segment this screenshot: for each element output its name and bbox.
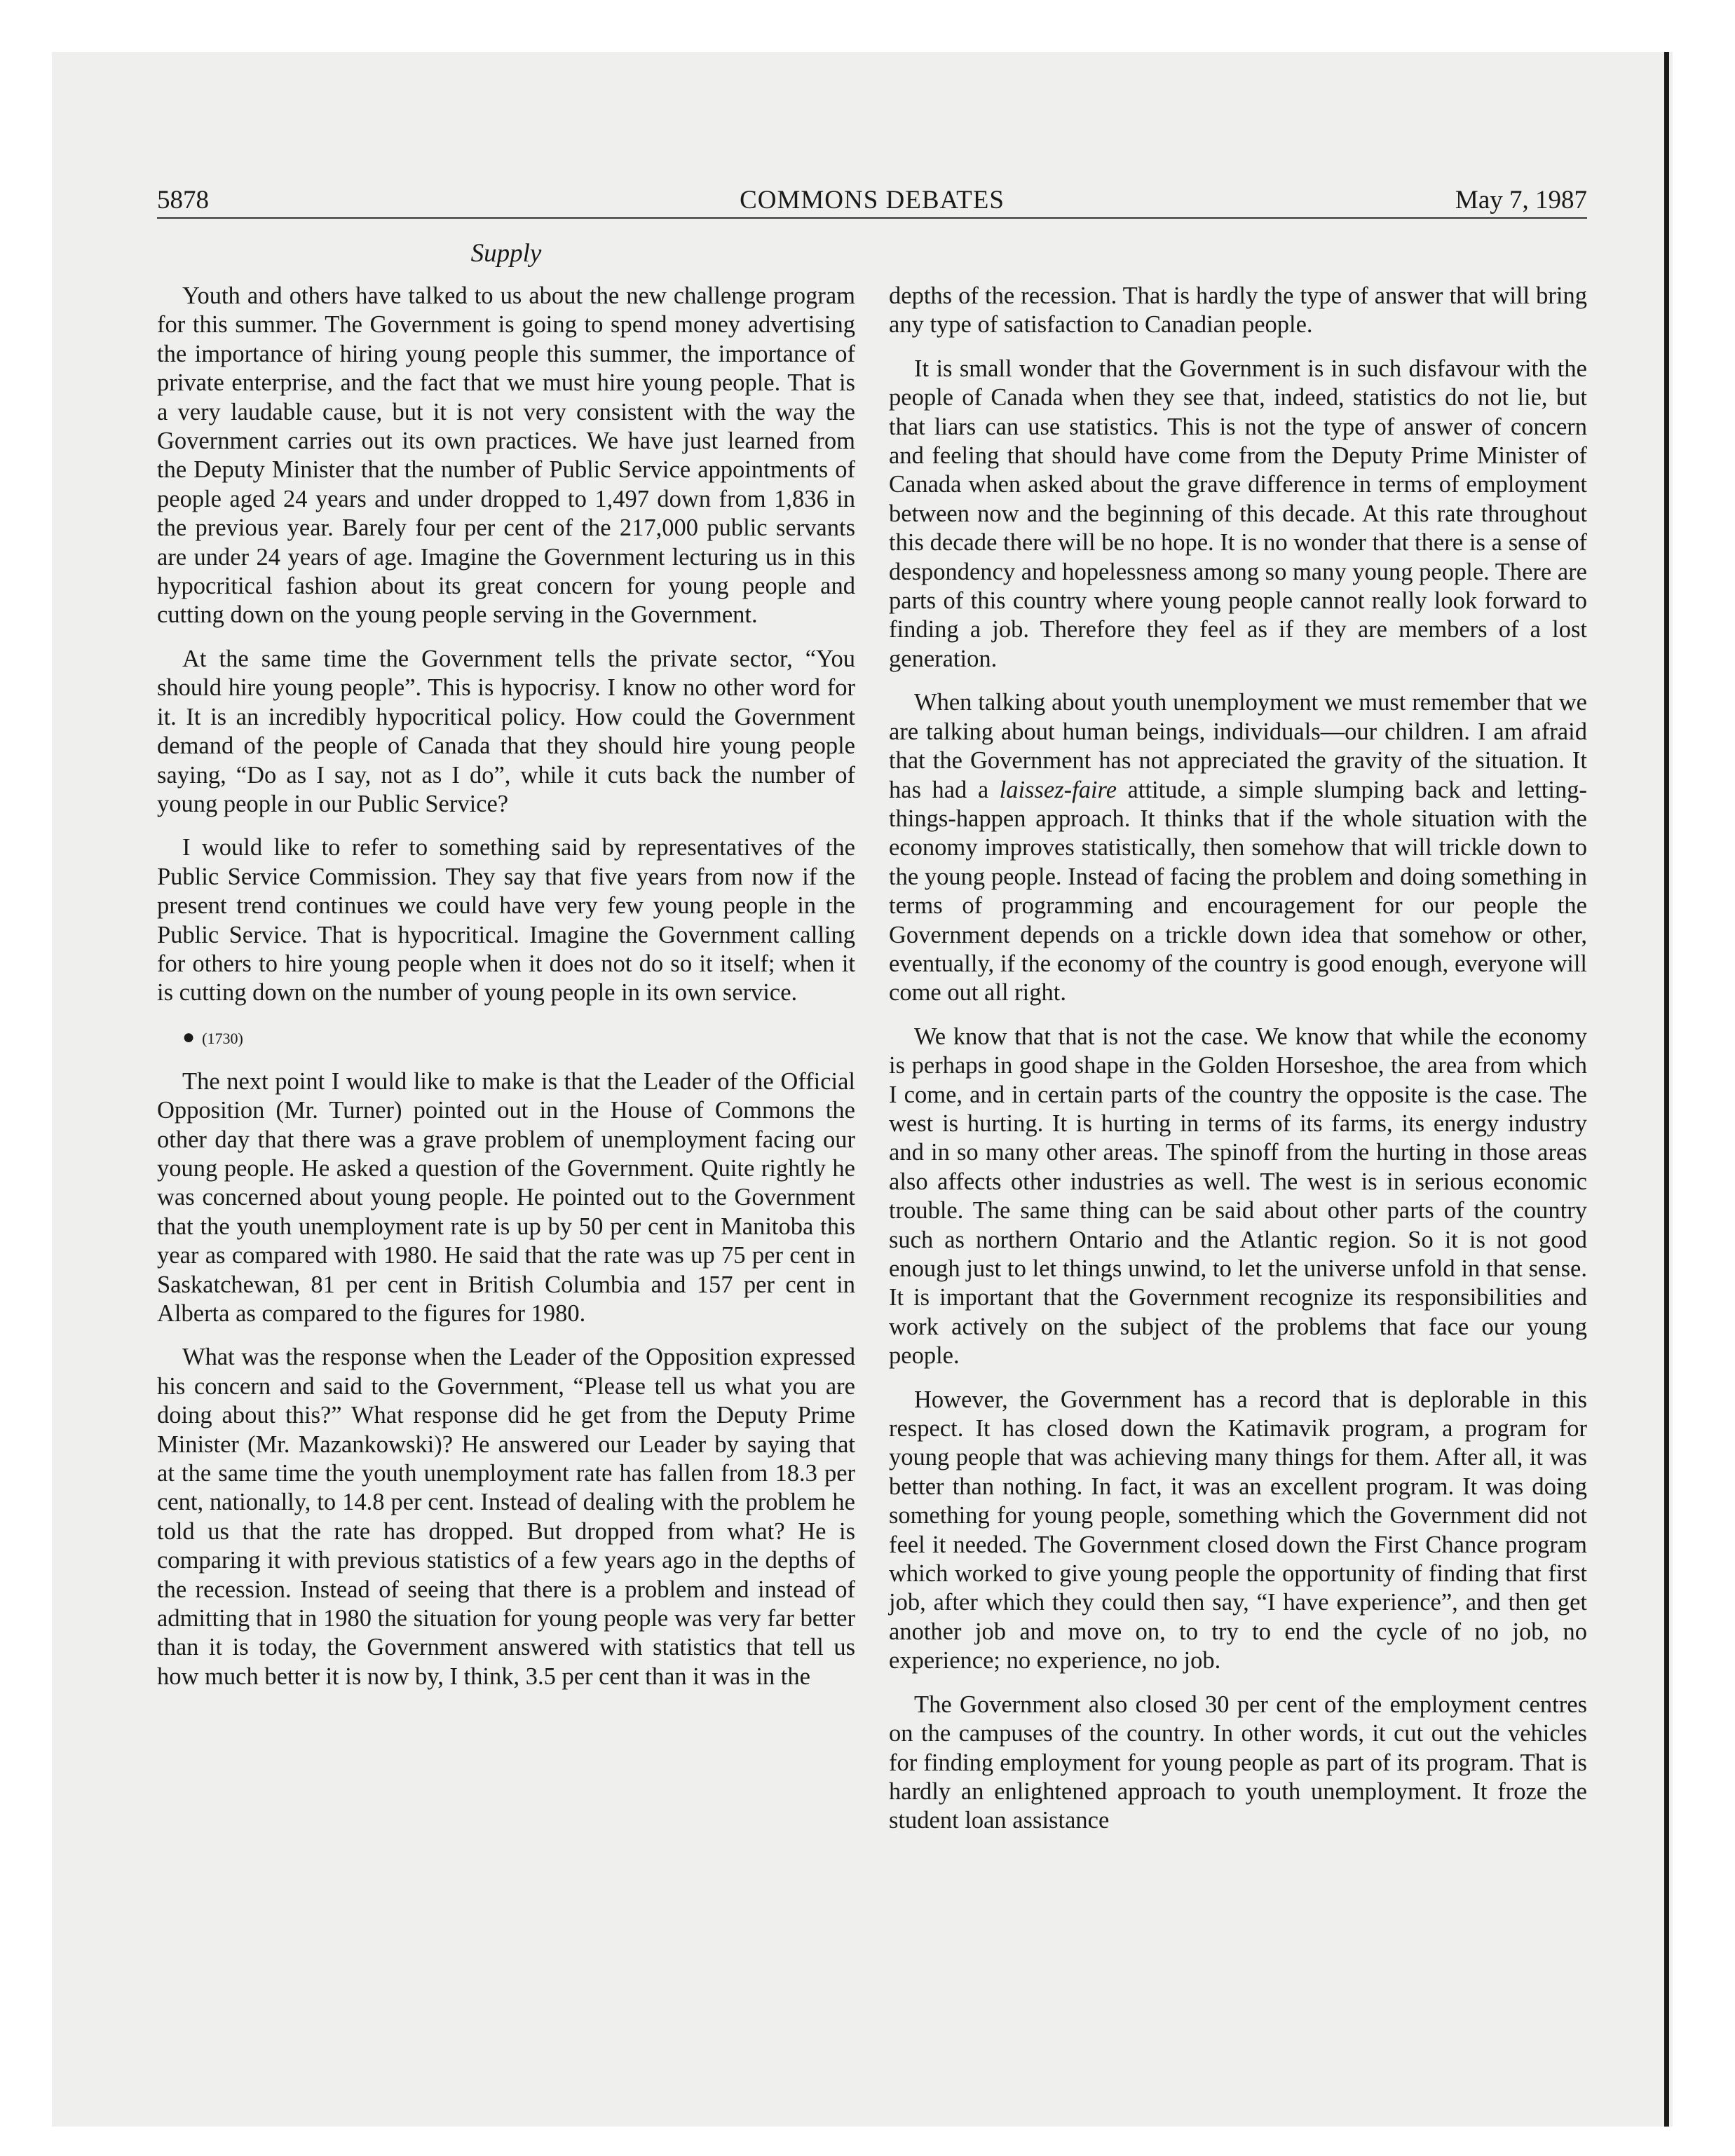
paragraph [889, 688, 1587, 1007]
paragraph: The next point I would like to make is that the Leader of the Official Opposition (Mr. Turner) pointed out in the House of Commons the other day that there was a grave problem of unemployment facing our young people. He asked a question of the Government. Quite rightly he was concerned about young people. He pointed out to the Government that the youth unemployment rate is up by 50 per cent in Manitoba this year as compared with 1980. He said that the rate was up 75 per cent in Saskatchewan, 81 per cent in British Columbia and 157 per cent in Alberta as compared to the figures for 1980. [157, 1067, 855, 1327]
time-marker-text: (1730) [202, 1029, 243, 1047]
publication-date: May 7, 1987 [1455, 186, 1587, 214]
page-edge-bar [1664, 52, 1669, 2127]
running-header [157, 184, 1587, 217]
publication-title: COMMONS DEBATES [740, 186, 1005, 214]
bullet-icon: ● [182, 1025, 196, 1049]
left-column [157, 282, 855, 1706]
paragraph: However, the Government has a record that is deplorable in this respect. It has closed down the Katimavik program, a program for young people that was achieving many things for them. After all, it was better than nothing. In fact, it was an excellent program. It was doing something for young people, something which the Government did not feel it needed. The Government closed down the First Chance program which worked to give young people the opportunity of finding that first job, after which they could then say, “I have experience”, and then get another job and move on, to try to end the cycle of no job, no experience; no experience, no job. [889, 1386, 1587, 1674]
time-marker [157, 1023, 855, 1053]
paragraph: At the same time the Government tells the private sector, “You should hire young people”. This is hypocrisy. I know no other word for it. It is an incredibly hypocritical policy. How could the Government demand of the people of Canada that they should hire young people saying, “Do as I say, not as I do”, while it cuts back the number of young people in our Public Service? [157, 645, 855, 817]
paragraph: It is small wonder that the Government is in such disfavour with the people of Canada when they see that, indeed, statistics do not lie, but that liars can use statistics. This is not the type of answer of concern and feeling that should have come from the Deputy Prime Minister of Canada when asked about the grave difference in terms of employment between now and the beginning of this decade. At this rate throughout this decade there will be no hope. It is no wonder that there is a sense of despondency and hopelessness among so many young people. There are parts of this country where young people cannot really look forward to finding a job. Therefore they feel as if they are members of a lost generation. [889, 355, 1587, 672]
paragraph: The Government also closed 30 per cent of the employment centres on the campuses of the country. In other words, it cut out the vehicles for finding employment for young people as part of its program. That is hardly an enlightened approach to youth unemployment. It froze the student loan assistance [889, 1691, 1587, 1834]
right-column [889, 282, 1587, 1850]
header-rule [157, 217, 1587, 219]
section-heading: Supply [470, 239, 542, 268]
page-number: 5878 [157, 186, 209, 214]
paragraph: What was the response when the Leader of the Opposition expressed his concern and said to the Government, “Please tell us what you are doing about this?” What response did he get from the Deputy Prime Minister (Mr. Mazankowski)? He answered our Leader by saying that at the same time the youth unemployment rate has fallen from 18.3 per cent, nationally, to 14.8 per cent. Instead of dealing with the problem he told us that the rate has dropped. But dropped from what? He is comparing it with previous statistics of a few years ago in the depths of the recession. Instead of seeing that there is a problem and instead of admitting that in 1980 the situation for young people was very far better than it is today, the Government answered with statistics that tell us how much better it is now by, I think, 3.5 per cent than it was in the [157, 1344, 855, 1690]
paragraph-text: attitude, a simple slumping back and letting-things-happen approach. It thinks that if the whole situation with the economy improves statistically, then somehow that will trickle down to the young people. Instead of facing the problem and doing something in terms of programming and encouragement for our people the Government depends on a trickle down idea that somehow or other, eventually, if the economy of the country is good enough, everyone will come out all right. [889, 776, 1587, 1007]
paragraph: Youth and others have talked to us about the new challenge program for this summer. The Government is going to spend money advertising the importance of hiring young people this summer, the importance of private enterprise, and the fact that we must hire young people. That is a very laudable cause, but it is not very consistent with the way the Government carries out its own practices. We have just learned from the Deputy Minister that the number of Public Service appointments of people aged 24 years and under dropped to 1,497 down from 1,836 in the previous year. Barely four per cent of the 217,000 public servants are under 24 years of age. Imagine the Government lecturing us in this hypocritical fashion about its great concern for young people and cutting down on the young people serving in the Government. [157, 282, 855, 629]
italic-phrase: laissez-faire [999, 776, 1117, 803]
paragraph: depths of the recession. That is hardly the type of answer that will bring any type of satisfaction to Canadian people. [889, 282, 1587, 339]
paragraph: We know that that is not the case. We know that while the economy is perhaps in good shape in the Golden Horseshoe, the area from which I come, and in certain parts of the country the opposite is the case. The west is hurting. It is hurting in terms of its farms, its energy industry and in so many other areas. The spinoff from the hurting in those areas also affects other industries as well. The west is in serious economic trouble. The same thing can be said about other parts of the country such as northern Ontario and the Atlantic region. So it is not good enough just to let things unwind, to let the universe unfold in that sense. It is important that the Government recognize its responsibilities and work actively on the subject of the problems that face our young people. [889, 1023, 1587, 1370]
paragraph: I would like to refer to something said by representatives of the Public Service Commission. They say that five years from now if the present trend continues we could have very few young people in the Public Service. That is hypocritical. Imagine the Government calling for others to hire young people when it does not do so it itself; when it is cutting down on the number of young people in its own service. [157, 834, 855, 1007]
paragraph-text: When talking about youth unemployment we must remember that we are talking about human beings, individuals—our children. I am afraid that the Government has not appreciated the gravity of the situation. It has had a [889, 689, 1587, 803]
